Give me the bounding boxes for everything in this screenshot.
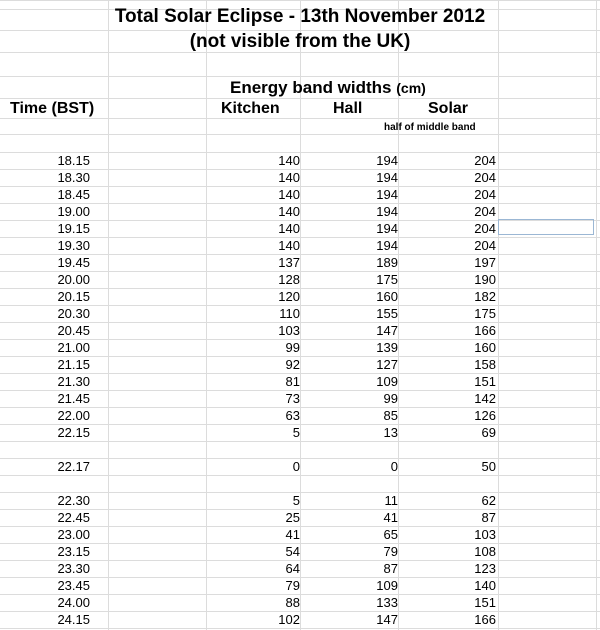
page-title: Total Solar Eclipse - 13th November 2012 bbox=[114, 6, 486, 27]
kitchen-cell: 25 bbox=[285, 510, 300, 525]
solar-cell: 182 bbox=[474, 289, 496, 304]
hall-cell: 41 bbox=[383, 510, 398, 525]
solar-cell: 123 bbox=[474, 561, 496, 576]
solar-cell: 166 bbox=[474, 612, 496, 627]
solar-cell: 158 bbox=[474, 357, 496, 372]
hall-cell: 175 bbox=[376, 272, 398, 287]
solar-cell: 204 bbox=[474, 170, 496, 185]
time-cell: 23.00 bbox=[57, 527, 90, 542]
kitchen-cell: 102 bbox=[278, 612, 300, 627]
hall-cell: 160 bbox=[376, 289, 398, 304]
kitchen-cell: 73 bbox=[285, 391, 300, 406]
kitchen-cell: 120 bbox=[278, 289, 300, 304]
kitchen-cell: 140 bbox=[278, 204, 300, 219]
time-cell: 22.15 bbox=[57, 425, 90, 440]
solar-cell: 151 bbox=[474, 374, 496, 389]
hall-cell: 147 bbox=[376, 323, 398, 338]
hall-cell: 194 bbox=[376, 187, 398, 202]
hall-cell: 127 bbox=[376, 357, 398, 372]
time-cell: 24.00 bbox=[57, 595, 90, 610]
solar-cell: 204 bbox=[474, 187, 496, 202]
group-header-unit: (cm) bbox=[396, 80, 426, 96]
hall-cell: 139 bbox=[376, 340, 398, 355]
kitchen-cell: 99 bbox=[285, 340, 300, 355]
solar-cell: 103 bbox=[474, 527, 496, 542]
hall-cell: 109 bbox=[376, 578, 398, 593]
hall-cell: 194 bbox=[376, 204, 398, 219]
time-cell: 22.30 bbox=[57, 493, 90, 508]
time-cell: 24.15 bbox=[57, 612, 90, 627]
hall-cell: 194 bbox=[376, 170, 398, 185]
hall-cell: 85 bbox=[383, 408, 398, 423]
hall-cell: 99 bbox=[383, 391, 398, 406]
kitchen-cell: 41 bbox=[285, 527, 300, 542]
solar-cell: 204 bbox=[474, 204, 496, 219]
hall-cell: 109 bbox=[376, 374, 398, 389]
column-header-solar: Solar bbox=[428, 100, 469, 117]
time-cell: 22.00 bbox=[57, 408, 90, 423]
column-header-hall: Hall bbox=[333, 100, 363, 117]
solar-cell: 62 bbox=[481, 493, 496, 508]
hall-cell: 79 bbox=[383, 544, 398, 559]
hall-cell: 87 bbox=[383, 561, 398, 576]
kitchen-cell: 88 bbox=[285, 595, 300, 610]
time-cell: 22.45 bbox=[57, 510, 90, 525]
solar-note: half of middle band bbox=[384, 122, 476, 133]
solar-cell: 204 bbox=[474, 238, 496, 253]
time-cell: 21.30 bbox=[57, 374, 90, 389]
solar-cell: 160 bbox=[474, 340, 496, 355]
hall-cell: 194 bbox=[376, 238, 398, 253]
selected-cell[interactable] bbox=[498, 219, 594, 235]
hall-cell: 0 bbox=[390, 459, 398, 474]
hall-cell: 13 bbox=[383, 425, 398, 440]
time-cell: 21.00 bbox=[57, 340, 90, 355]
time-cell: 23.15 bbox=[57, 544, 90, 559]
solar-cell: 87 bbox=[481, 510, 496, 525]
time-cell: 19.45 bbox=[57, 255, 90, 270]
column-header-kitchen: Kitchen bbox=[221, 100, 280, 117]
solar-cell: 69 bbox=[481, 425, 496, 440]
column-header-time: Time (BST) bbox=[10, 100, 95, 117]
kitchen-cell: 140 bbox=[278, 187, 300, 202]
time-cell: 20.15 bbox=[57, 289, 90, 304]
kitchen-cell: 140 bbox=[278, 221, 300, 236]
hall-cell: 194 bbox=[376, 221, 398, 236]
time-cell: 19.00 bbox=[57, 204, 90, 219]
kitchen-cell: 137 bbox=[278, 255, 300, 270]
kitchen-cell: 110 bbox=[279, 306, 300, 321]
time-cell: 19.15 bbox=[57, 221, 90, 236]
time-cell: 21.45 bbox=[57, 391, 90, 406]
group-header bbox=[230, 78, 426, 98]
kitchen-cell: 81 bbox=[285, 374, 300, 389]
kitchen-cell: 128 bbox=[278, 272, 300, 287]
kitchen-cell: 140 bbox=[278, 153, 300, 168]
time-cell: 23.45 bbox=[57, 578, 90, 593]
kitchen-cell: 140 bbox=[278, 170, 300, 185]
time-cell: 20.00 bbox=[57, 272, 90, 287]
time-cell: 23.30 bbox=[57, 561, 90, 576]
kitchen-cell: 79 bbox=[285, 578, 300, 593]
time-cell: 18.30 bbox=[57, 170, 90, 185]
solar-cell: 151 bbox=[474, 595, 496, 610]
solar-cell: 175 bbox=[474, 306, 496, 321]
solar-cell: 197 bbox=[474, 255, 496, 270]
page-subtitle: (not visible from the UK) bbox=[189, 31, 411, 52]
kitchen-cell: 92 bbox=[285, 357, 300, 372]
solar-cell: 166 bbox=[474, 323, 496, 338]
hall-cell: 155 bbox=[376, 306, 398, 321]
time-cell: 22.17 bbox=[57, 459, 90, 474]
solar-cell: 142 bbox=[474, 391, 496, 406]
group-header-text: Energy band widths bbox=[230, 78, 392, 97]
solar-cell: 190 bbox=[474, 272, 496, 287]
solar-cell: 140 bbox=[474, 578, 496, 593]
kitchen-cell: 140 bbox=[278, 238, 300, 253]
time-cell: 18.45 bbox=[57, 187, 90, 202]
solar-cell: 108 bbox=[474, 544, 496, 559]
time-cell: 18.15 bbox=[57, 153, 90, 168]
kitchen-cell: 64 bbox=[285, 561, 300, 576]
solar-cell: 126 bbox=[474, 408, 496, 423]
kitchen-cell: 0 bbox=[292, 459, 300, 474]
hall-cell: 194 bbox=[376, 153, 398, 168]
solar-cell: 50 bbox=[481, 459, 496, 474]
time-cell: 20.30 bbox=[57, 306, 90, 321]
hall-cell: 189 bbox=[376, 255, 398, 270]
hall-cell: 65 bbox=[383, 527, 398, 542]
solar-cell: 204 bbox=[474, 221, 496, 236]
time-cell: 19.30 bbox=[57, 238, 90, 253]
kitchen-cell: 63 bbox=[285, 408, 300, 423]
solar-cell: 204 bbox=[474, 153, 496, 168]
kitchen-cell: 54 bbox=[285, 544, 300, 559]
hall-cell: 133 bbox=[376, 595, 398, 610]
time-cell: 20.45 bbox=[57, 323, 90, 338]
time-cell: 21.15 bbox=[57, 357, 90, 372]
kitchen-cell: 103 bbox=[278, 323, 300, 338]
kitchen-cell: 5 bbox=[292, 425, 300, 440]
kitchen-cell: 5 bbox=[292, 493, 300, 508]
hall-cell: 147 bbox=[376, 612, 398, 627]
hall-cell: 11 bbox=[384, 493, 398, 508]
